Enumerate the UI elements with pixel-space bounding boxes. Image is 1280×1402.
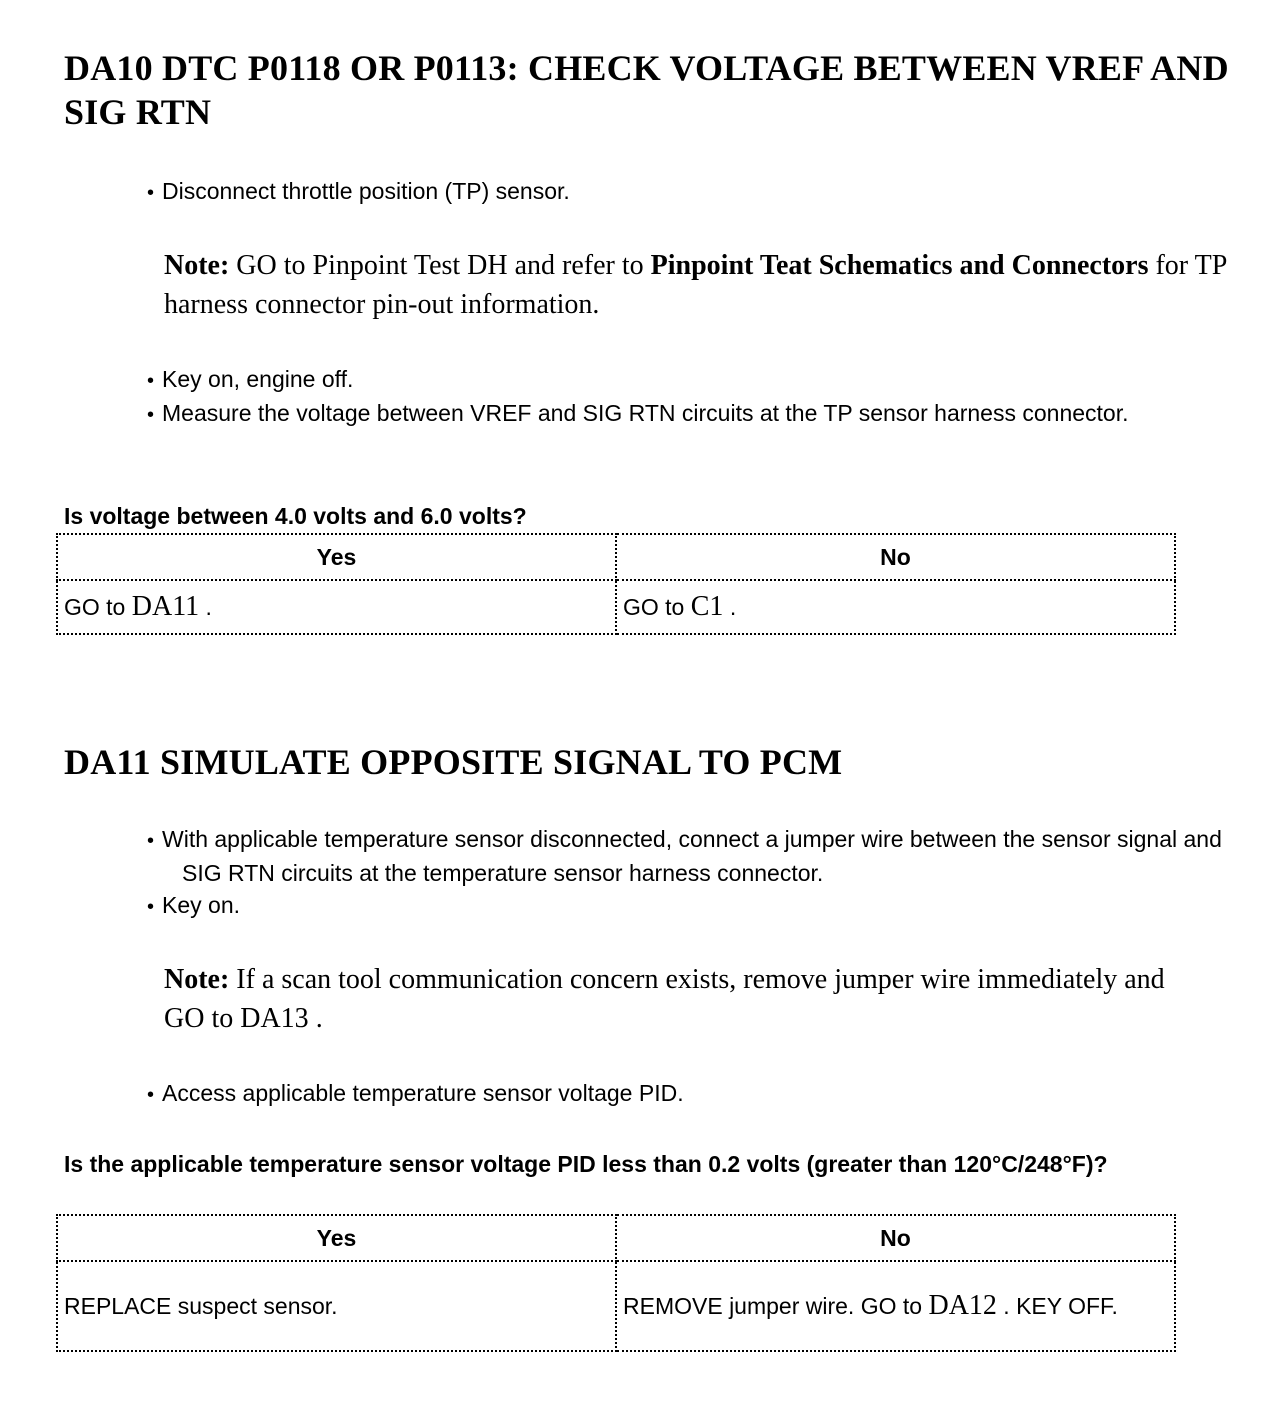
section-da10-note [64, 246, 1240, 324]
step-item: • Key on. [48, 889, 1240, 923]
no-header: No [616, 1215, 1175, 1261]
step-list [48, 175, 1240, 209]
bullet-icon: • [147, 404, 155, 426]
section-heading-da11: DA11 SIMULATE OPPOSITE SIGNAL TO PCM [64, 742, 843, 782]
bullet-icon: • [147, 182, 155, 204]
yes-header: Yes [57, 1215, 616, 1261]
step-list [48, 823, 1240, 923]
section-da10-question-block [64, 502, 1240, 531]
step-item: • Key on, engine off. [48, 363, 1240, 397]
section-heading-da10: DA10 DTC P0118 OR P0113: CHECK VOLTAGE BETWEEN VREF AND SIG RTN [64, 48, 1229, 132]
step-item: • Access applicable temperature sensor voltage PID. [48, 1077, 1240, 1111]
xref-link-da13[interactable]: DA13 [240, 1003, 309, 1034]
note-paragraph: Note: GO to Pinpoint Test DH and refer to Pinpoint Teat Schematics and Connectors for TP harness connector pin-out information. [164, 250, 1227, 320]
table-row [57, 1261, 1175, 1351]
section-da11-heading-block [64, 740, 1240, 784]
no-cell: GO to C1 . [616, 580, 1175, 634]
section-da10-steps-2 [48, 363, 1240, 431]
table-header-row [57, 534, 1175, 580]
bullet-icon: • [147, 1084, 155, 1106]
note-xref-bold[interactable]: Pinpoint Teat Schematics and Connectors [650, 250, 1149, 281]
note-label: Note: [164, 250, 230, 281]
step-item: • With applicable temperature sensor disconnected, connect a jumper wire between the sensor signal and SIG RTN circuits at the temperature sensor harness connector. [147, 826, 1222, 886]
table-row [57, 580, 1175, 634]
table-header-row [57, 1215, 1175, 1261]
bullet-icon: • [147, 370, 155, 392]
question-text: Is the applicable temperature sensor voltage PID less than 0.2 volts (greater than 120°C/248°F)? [64, 1151, 1108, 1177]
xref-link-c1[interactable]: C1 [690, 591, 724, 622]
step-list [48, 363, 1240, 431]
answer-table-da10 [56, 533, 1176, 635]
yes-header: Yes [57, 534, 616, 580]
section-da11-steps-2 [48, 1077, 1240, 1111]
bullet-icon: • [147, 896, 155, 918]
step-item: • Measure the voltage between VREF and SIG RTN circuits at the TP sensor harness connector. [48, 397, 1240, 431]
section-da11-question-block [64, 1150, 1160, 1179]
section-da11-note [64, 960, 1240, 1038]
yes-cell: GO to DA11 . [57, 580, 616, 634]
yes-cell: REPLACE suspect sensor. [57, 1261, 616, 1351]
xref-link-da12[interactable]: DA12 [928, 1290, 997, 1321]
section-da11-steps-1 [48, 823, 1240, 923]
section-da10-steps-1 [48, 175, 1240, 209]
answer-table-da11 [56, 1214, 1176, 1352]
section-da10-heading-block [64, 46, 1240, 134]
note-label: Note: [164, 964, 230, 995]
step-item: • Disconnect throttle position (TP) sensor. [48, 175, 1240, 209]
no-header: No [616, 534, 1175, 580]
xref-link-da11[interactable]: DA11 [131, 591, 200, 622]
step-list [48, 1077, 1240, 1111]
no-cell: REMOVE jumper wire. GO to DA12 . KEY OFF. [616, 1261, 1175, 1351]
bullet-icon: • [147, 830, 155, 852]
question-text: Is voltage between 4.0 volts and 6.0 volts? [64, 503, 527, 529]
note-paragraph: Note: If a scan tool communication concern exists, remove jumper wire immediately and GO to DA13 . [164, 964, 1165, 1034]
